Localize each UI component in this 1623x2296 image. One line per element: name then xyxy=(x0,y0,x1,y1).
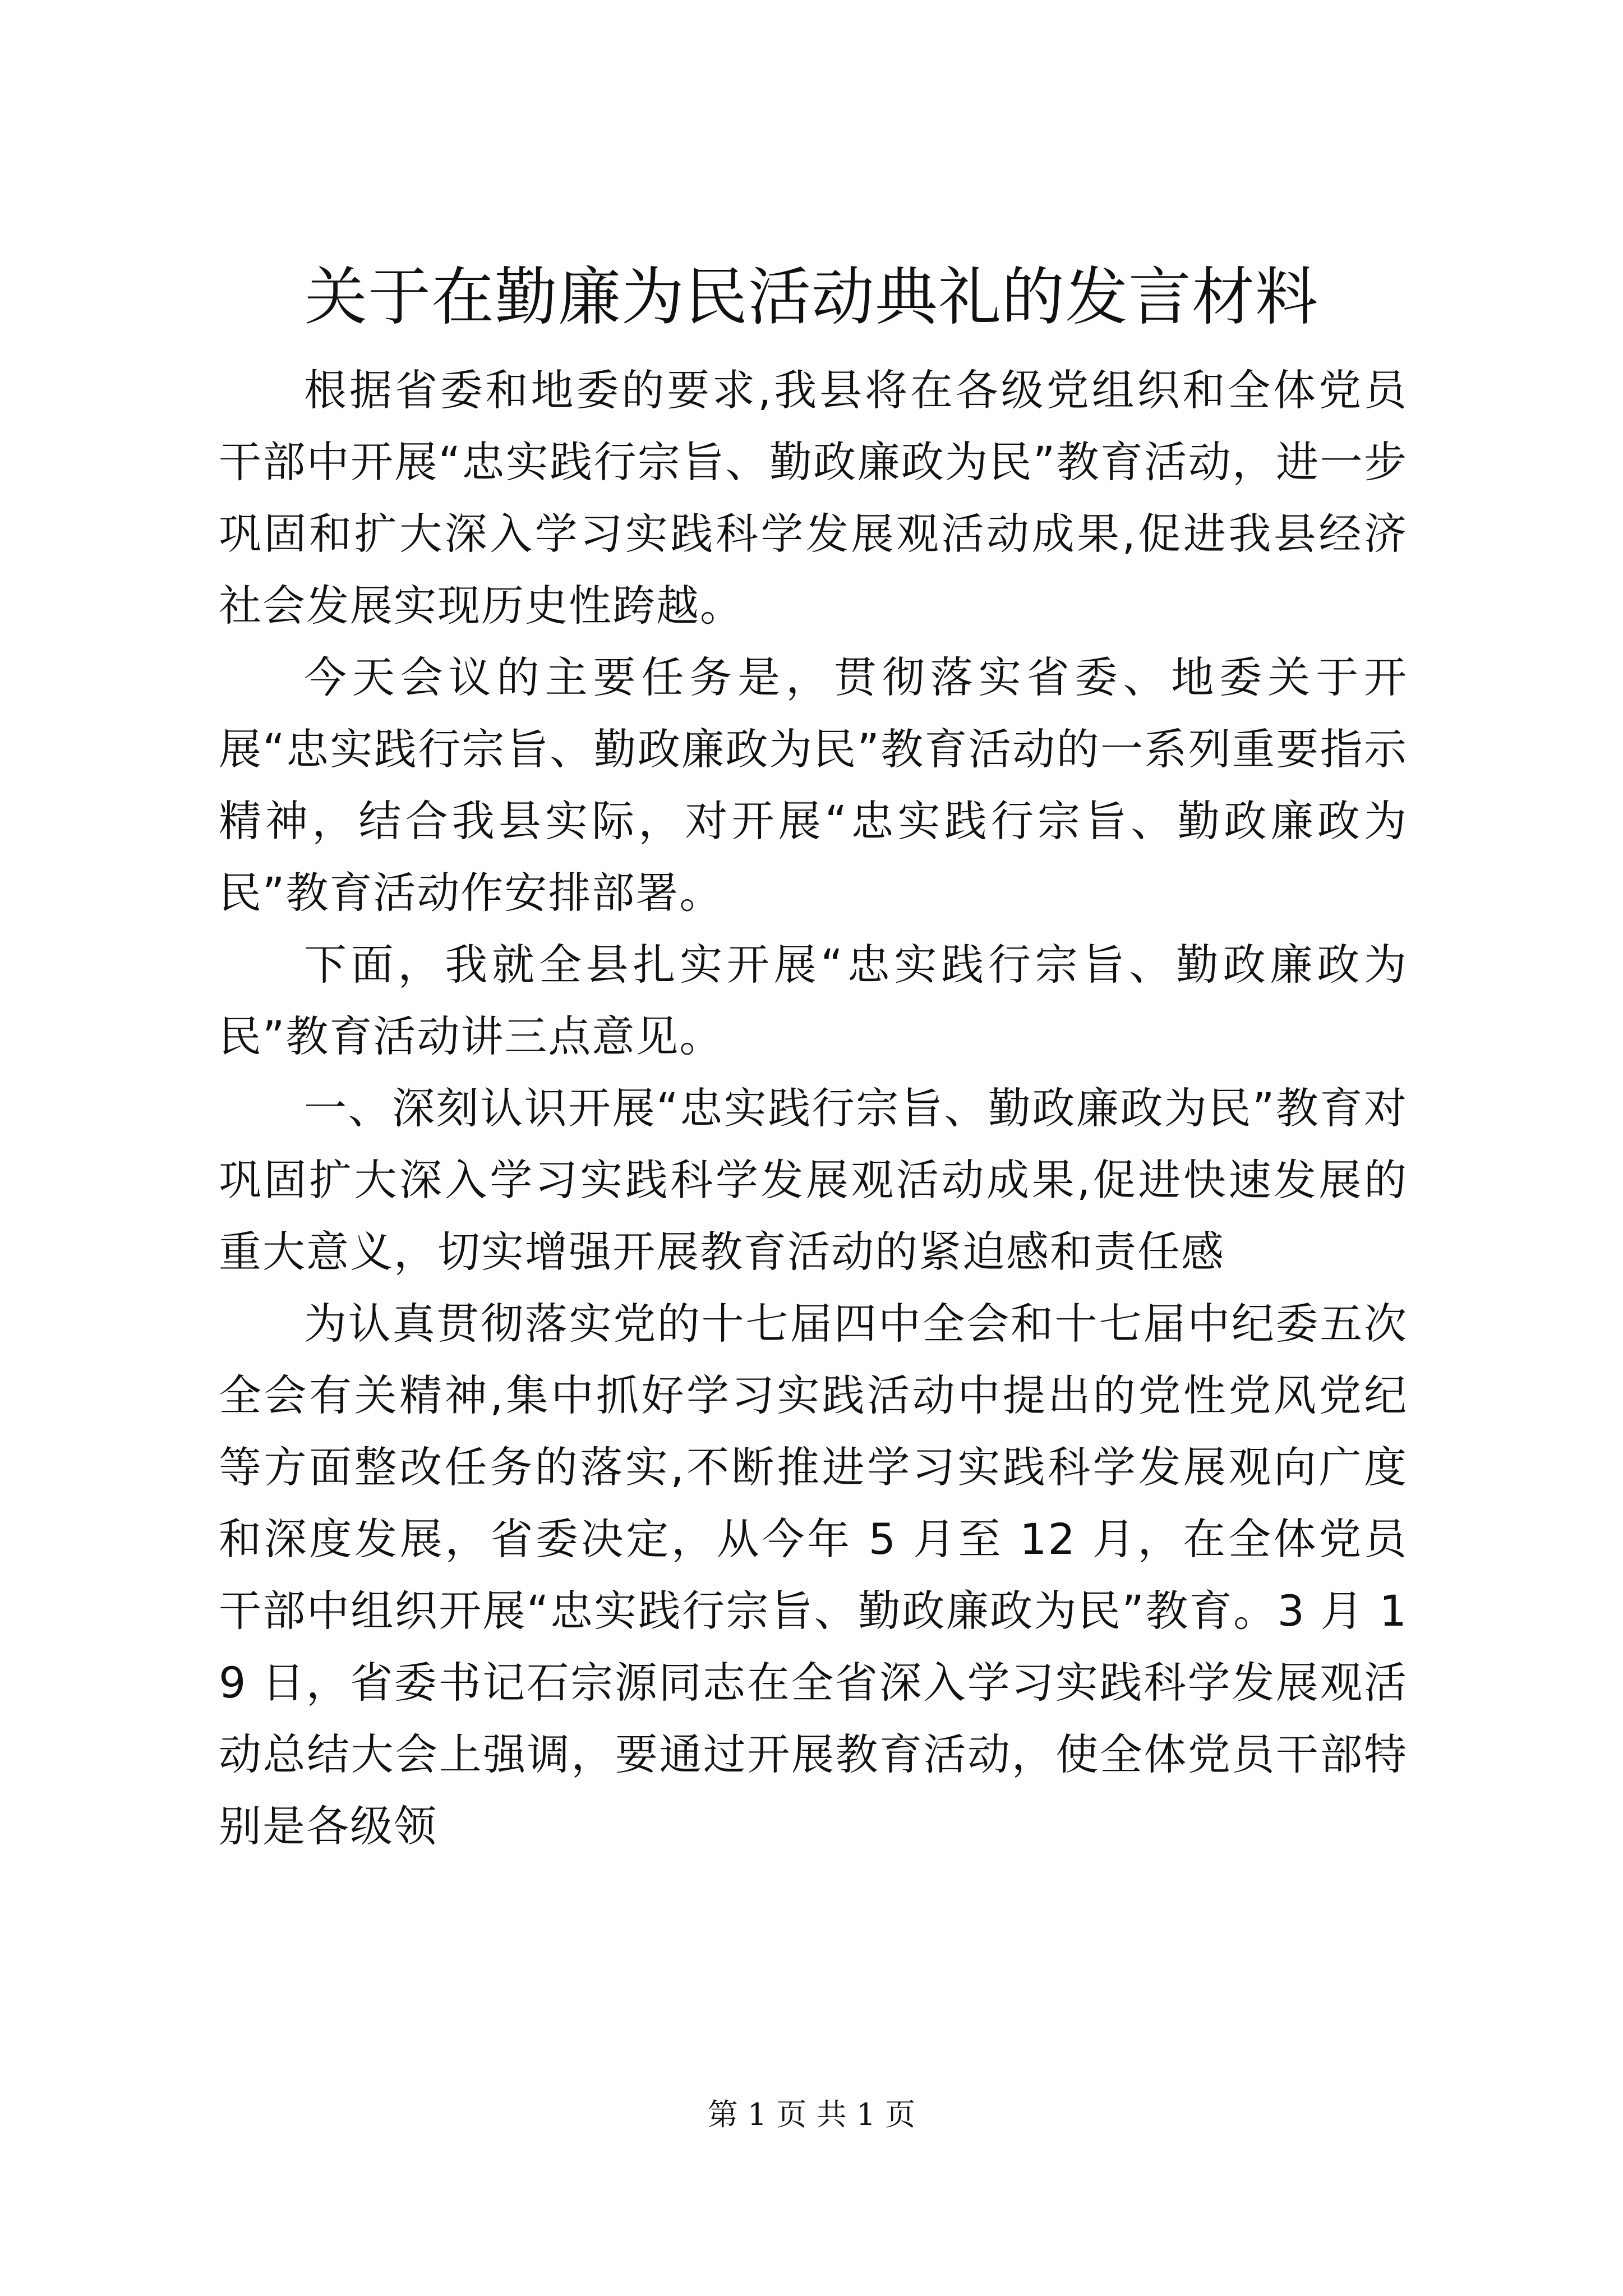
paragraph-meeting-task: 今天会议的主要任务是，贯彻落实省委、地委关于开展“忠实践行宗旨、勤政廉政为民”教育活动的一系列重要指示精神，结合我县实际，对开展“忠实践行宗旨、勤政廉政为民”教育活动作安排部署。 xyxy=(219,652,1408,918)
paragraph-intro: 根据省委和地委的要求,我县将在各级党组织和全体党员干部中开展“忠实践行宗旨、勤政廉政为民”教育活动，进一步巩固和扩大深入学习实践科学发展观活动成果,促进我县经济社会发展实现历史性跨越。 xyxy=(219,365,1408,631)
paragraph-three-points: 下面，我就全县扎实开展“忠实践行宗旨、勤政廉政为民”教育活动讲三点意见。 xyxy=(219,940,1408,1061)
page-number-footer: 第 1 页 共 1 页 xyxy=(707,2097,916,2132)
paragraph-background: 为认真贯彻落实党的十七届四中全会和十七届中纪委五次全会有关精神,集中抓好学习实践活动中提出的党性党风党纪等方面整改任务的落实,不断推进学习实践科学发展观向广度和深度发展，省委决定，从今年 5 月至 12 月，在全体党员干部中组织开展“忠实践行宗旨、勤政廉政为民”教育。3 月 19 日，省委书记石宗源同志在全省深入学习实践科学发展观活动总结大会上强调，要通过开展教育活动，使全体党员干部特别是各级领 xyxy=(219,1299,1408,1851)
document-body xyxy=(219,355,1408,1862)
section-heading-one: 一、深刻认识开展“忠实践行宗旨、勤政廉政为民”教育对巩固扩大深入学习实践科学发展观活动成果,促进快速发展的重大意义，切实增强开展教育活动的紧迫感和责任感 xyxy=(219,1083,1408,1277)
document-title: 关于在勤廉为民活动典礼的发言材料 xyxy=(305,261,1318,334)
